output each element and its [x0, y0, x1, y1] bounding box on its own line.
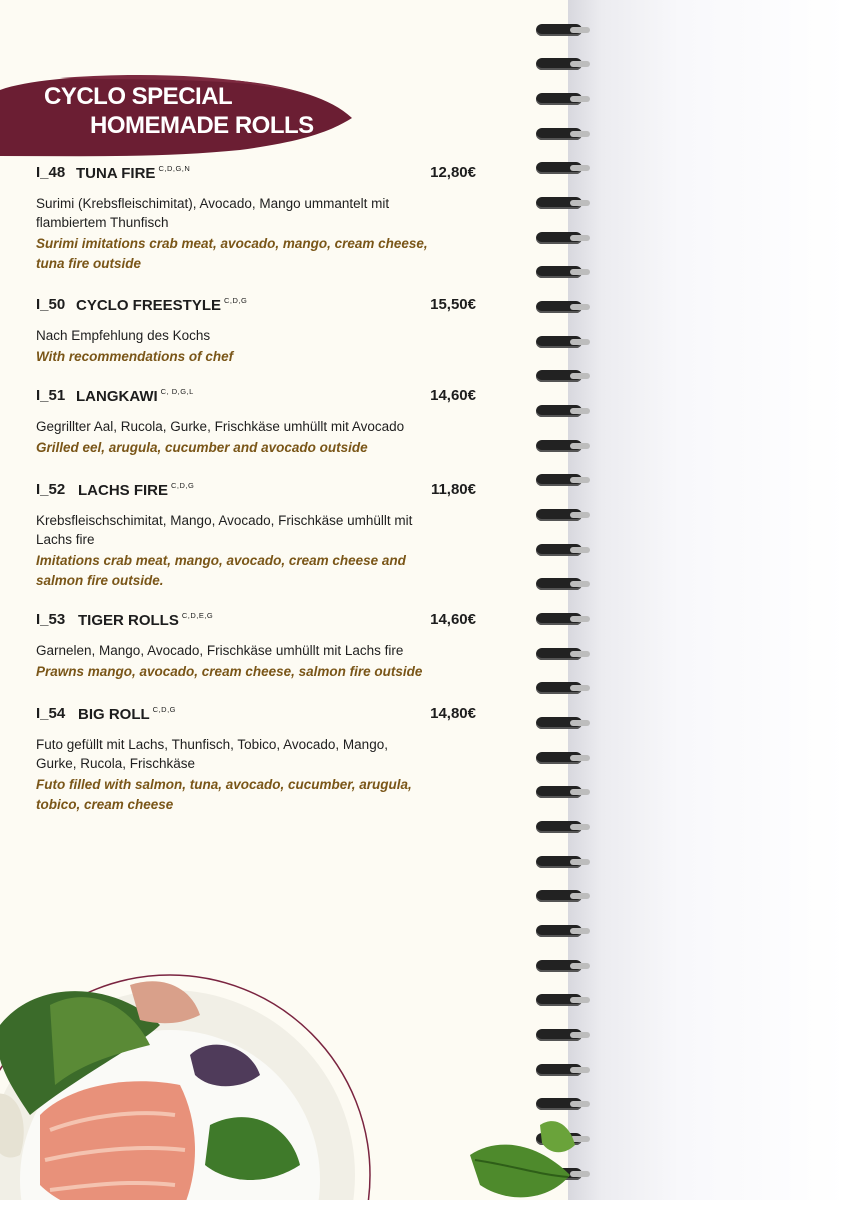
- binding-ring: [536, 717, 582, 729]
- item-code: I_54: [36, 705, 66, 722]
- item-name: TUNA FIRE $^{C,D,G,N}$: [76, 164, 191, 182]
- binding-ring: [536, 509, 582, 521]
- section-title: [44, 82, 314, 140]
- binding-ring: [536, 266, 582, 278]
- menu-item: [36, 164, 486, 274]
- item-price: 14,60€: [430, 387, 476, 404]
- item-description-de: Krebsfleischschimitat, Mango, Avocado, Frischkäse umhüllt mit Lachs fire: [36, 513, 413, 547]
- item-name: CYCLO FREESTYLE $^{C,D,G}$: [76, 296, 248, 314]
- item-description-en: With recommendations of chef: [36, 349, 234, 364]
- item-description-en: Grilled eel, arugula, cucumber and avocado outside: [36, 440, 368, 455]
- binding-ring: [536, 128, 582, 140]
- binding-ring: [536, 960, 582, 972]
- binding-ring: [536, 24, 582, 36]
- facing-page: [568, 0, 847, 1200]
- item-description-de: Nach Empfehlung des Kochs: [36, 328, 211, 343]
- binding-ring: [536, 162, 582, 174]
- item-price: 11,80€: [430, 481, 476, 498]
- item-price: 15,50€: [430, 296, 476, 313]
- item-description-de: Futo gefüllt mit Lachs, Thunfisch, Tobico, Avocado, Mango, Gurke, Rucola, Frischkäse: [36, 737, 388, 771]
- binding-ring: [536, 544, 582, 556]
- item-allergens: C,D,G: [152, 705, 177, 714]
- binding-ring: [536, 856, 582, 868]
- binding-ring: [536, 821, 582, 833]
- item-code: I_50: [36, 296, 66, 313]
- binding-ring: [536, 648, 582, 660]
- item-allergens: C,D,G,N: [158, 164, 191, 173]
- section-title-line2: HOMEMADE ROLLS: [90, 112, 314, 139]
- section-title-line1: CYCLO SPECIAL: [44, 83, 233, 110]
- item-code: I_52: [36, 481, 66, 498]
- binding-ring: [536, 994, 582, 1006]
- menu-item: [36, 481, 486, 591]
- menu-item: [36, 705, 486, 815]
- item-allergens: C,D,G: [171, 481, 195, 490]
- binding-ring: [536, 474, 582, 486]
- item-name: BIG ROLL $^{C,D,G}$: [78, 705, 177, 723]
- item-allergens: C,D,E,G: [181, 611, 214, 620]
- binding-ring: [536, 1029, 582, 1041]
- binding-ring: [536, 405, 582, 417]
- item-code: I_53: [36, 611, 66, 628]
- item-name: TIGER ROLLS $^{C,D,E,G}$: [78, 611, 214, 629]
- item-price: 12,80€: [430, 164, 476, 181]
- binding-ring: [536, 682, 582, 694]
- menu-item: [36, 387, 486, 458]
- item-name: LACHS FIRE $^{C,D,G}$: [78, 481, 195, 499]
- green-leaf-icon: [470, 1115, 580, 1205]
- binding-ring: [536, 1064, 582, 1076]
- binding-ring: [536, 752, 582, 764]
- binding-ring: [536, 613, 582, 625]
- binding-ring: [536, 370, 582, 382]
- binding-ring: [536, 890, 582, 902]
- item-description-en: Prawns mango, avocado, cream cheese, salmon fire outside: [36, 664, 423, 679]
- item-price: 14,80€: [430, 705, 476, 722]
- binding-ring: [536, 440, 582, 452]
- binding-ring: [536, 58, 582, 70]
- item-code: I_48: [36, 164, 66, 181]
- item-allergens: C, D,G,L: [160, 387, 194, 396]
- binding-ring: [536, 786, 582, 798]
- item-price: 14,60€: [430, 611, 476, 628]
- item-description-en: Futo filled with salmon, tuna, avocado, cucumber, arugula, tobico, cream cheese: [36, 777, 412, 812]
- menu-item: [36, 611, 486, 682]
- salmon-roll-plate-photo: [0, 965, 380, 1200]
- binding-ring: [536, 197, 582, 209]
- item-description-de: Garnelen, Mango, Avocado, Frischkäse umhüllt mit Lachs fire: [36, 643, 404, 658]
- binding-ring: [536, 578, 582, 590]
- item-description-de: Surimi (Krebsfleischimitat), Avocado, Mango ummantelt mit flambiertem Thunfisch: [36, 196, 390, 230]
- item-description-en: Imitations crab meat, mango, avocado, cream cheese and salmon fire outside.: [36, 553, 406, 588]
- item-code: I_51: [36, 387, 66, 404]
- binding-ring: [536, 1098, 582, 1110]
- item-allergens: C,D,G: [224, 296, 248, 305]
- binding-ring: [536, 93, 582, 105]
- binding-ring: [536, 336, 582, 348]
- item-description-en: Surimi imitations crab meat, avocado, mango, cream cheese, tuna fire outside: [36, 236, 428, 271]
- binding-ring: [536, 925, 582, 937]
- item-description-de: Gegrillter Aal, Rucola, Gurke, Frischkäse umhüllt mit Avocado: [36, 419, 405, 434]
- binding-ring: [536, 232, 582, 244]
- binding-ring: [536, 301, 582, 313]
- item-name: LANGKAWI $^{C, D,G,L}$: [76, 387, 194, 405]
- menu-item: [36, 296, 486, 367]
